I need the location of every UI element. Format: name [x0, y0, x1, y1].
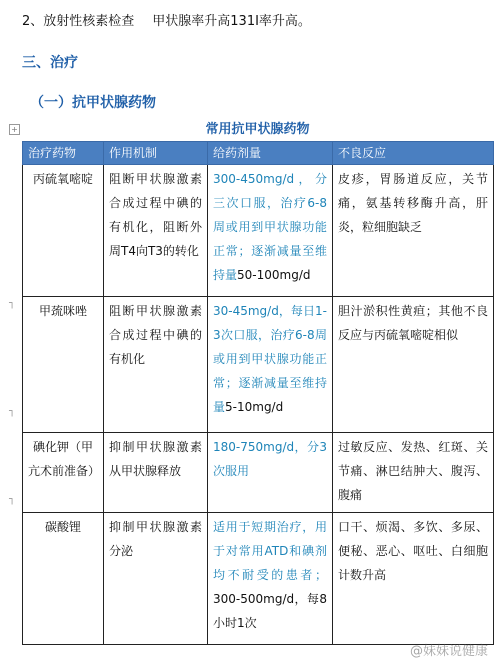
adverse-cell: 皮疹，胃肠道反应，关节痛，氨基转移酶升高，肝炎，粒细胞缺乏	[333, 165, 494, 297]
col-header-adverse: 不良反应	[333, 142, 494, 165]
table-caption: 常用抗甲状腺药物	[205, 122, 310, 137]
watermark: @妹妹说健康	[409, 644, 488, 659]
radionuclide-exam-line	[22, 10, 311, 29]
adverse-cell: 胆汁淤积性黄疸；其他不良反应与丙硫氧嘧啶相似	[333, 297, 494, 433]
mechanism-cell: 阻断甲状腺激素合成过程中碘的有机化	[104, 297, 208, 433]
subsection-title: （一）抗甲状腺药物	[30, 95, 156, 111]
row-marker-icon: ┐	[9, 298, 16, 309]
maintenance-dose: 300-500mg/d，每8小时1次	[213, 592, 327, 630]
section-title: 三、治疗	[22, 55, 78, 71]
mechanism-cell: 抑制甲状腺激素从甲状腺释放	[104, 433, 208, 513]
row-marker-icon: ┐	[9, 406, 16, 417]
table-row	[23, 513, 494, 645]
dose-text: 300-450mg/d，分三次口服，治疗6-8周或用到甲状腺功能正常；逐渐减量至维持量	[213, 172, 327, 282]
col-header-mechanism: 作用机制	[104, 142, 208, 165]
drug-name: 碘化钾（甲亢术前准备）	[23, 433, 104, 513]
drug-name: 丙硫氧嘧啶	[23, 165, 104, 297]
drug-table	[22, 141, 494, 645]
adverse-cell: 口干、烦渴、多饮、多尿、便秘、恶心、呕吐、白细胞计数升高	[333, 513, 494, 645]
adverse-cell: 过敏反应、发热、红斑、关节痛、淋巴结肿大、腹泻、腹痛	[333, 433, 494, 513]
col-header-dose: 给药剂量	[208, 142, 333, 165]
table-move-handle-icon[interactable]: +	[9, 124, 20, 135]
dose-cell	[208, 165, 333, 297]
table-row	[23, 297, 494, 433]
mechanism-cell: 抑制甲状腺激素分泌	[104, 513, 208, 645]
maintenance-dose: 5-10mg/d	[225, 400, 284, 414]
dose-cell	[208, 433, 333, 513]
col-header-drug: 治疗药物	[23, 142, 104, 165]
drug-name: 甲巯咪唑	[23, 297, 104, 433]
dose-text: 30-45mg/d，每日1-3次口服，治疗6-8周或用到甲状腺功能正常；逐渐减量至维持量	[213, 304, 327, 414]
drug-name: 碳酸锂	[23, 513, 104, 645]
dose-text: 180-750mg/d，分3次服用	[213, 440, 327, 478]
dose-cell	[208, 513, 333, 645]
mechanism-cell: 阻断甲状腺激素合成过程中碘的有机化，阻断外周T4向T3的转化	[104, 165, 208, 297]
dose-cell	[208, 297, 333, 433]
table-row	[23, 165, 494, 297]
row-marker-icon: ┐	[9, 494, 16, 505]
exam-item-description: 甲状腺率升高131I率升高。	[152, 14, 311, 29]
dose-text: 适用于短期治疗，用于对常用ATD和碘剂均不耐受的患者；	[213, 520, 327, 582]
table-row	[23, 433, 494, 513]
maintenance-dose: 50-100mg/d	[237, 268, 311, 282]
exam-item-number: 2、放射性核素检查	[22, 14, 135, 29]
table-header-row	[23, 142, 494, 165]
